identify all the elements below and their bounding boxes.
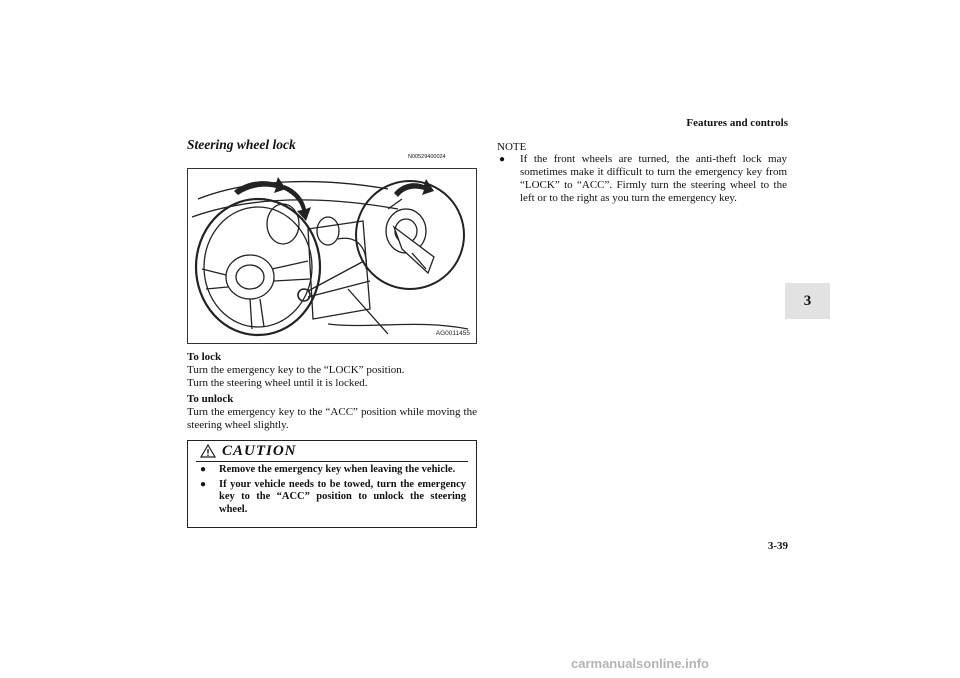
steering-lock-illustration: [187, 168, 477, 344]
to-lock-step-1: Turn the emergency key to the “LOCK” position.: [187, 364, 405, 376]
bullet-icon: ●: [200, 478, 207, 490]
to-lock-step-2: Turn the steering wheel until it is locked.: [187, 377, 368, 389]
caution-item-text: Remove the emergency key when leaving the vehicle.: [219, 464, 456, 475]
to-lock-heading: To lock: [187, 351, 222, 363]
figure-code: AG0011455: [435, 330, 470, 337]
caution-divider: [196, 461, 468, 462]
caution-item: [188, 464, 476, 477]
section-code: N00529400024: [408, 154, 446, 160]
note-item-text: If the front wheels are turned, the anti-theft lock may sometimes make it difficult to turn the emergency key from “LOCK” to “ACC”. Firmly turn the steering wheel to the left or to the right as you turn the emergency key.: [520, 153, 787, 204]
note-item: [497, 153, 787, 205]
watermark-link[interactable]: carmanualsonline.info: [571, 656, 709, 671]
to-unlock-text: Turn the emergency key to the “ACC” position while moving the steering wheel slightly.: [187, 406, 477, 431]
section-title: Steering wheel lock: [187, 137, 296, 152]
caution-item-text: If your vehicle needs to be towed, turn the emergency key to the “ACC” position to unlock the steering wheel.: [219, 478, 466, 515]
page-number: 3-39: [767, 540, 788, 552]
to-unlock-heading: To unlock: [187, 393, 234, 405]
note-label: NOTE: [497, 141, 527, 153]
caution-title: CAUTION: [222, 442, 297, 459]
warning-triangle-icon: [200, 444, 216, 458]
chapter-tab: 3: [785, 283, 830, 319]
running-header: Features and controls: [686, 117, 788, 129]
caution-box: [187, 440, 477, 528]
caution-header: [188, 441, 476, 461]
caution-item: [188, 479, 476, 517]
bullet-icon: ●: [499, 154, 506, 165]
steering-wheel-ignition-drawing: [188, 169, 476, 343]
bullet-icon: ●: [200, 464, 207, 475]
